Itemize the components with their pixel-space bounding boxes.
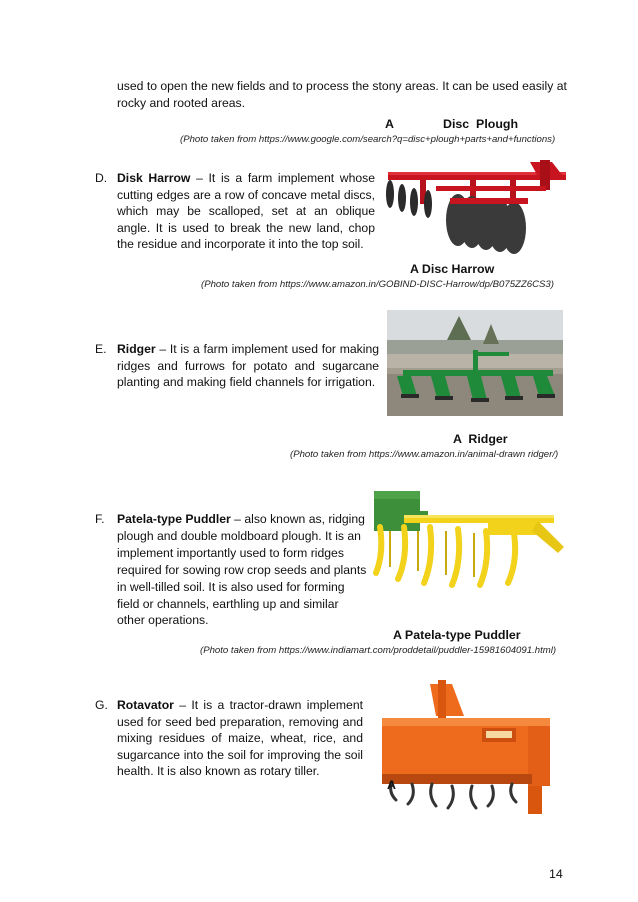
disk-harrow-text: – It is a farm implement whose cutting edges are a row of concave metal discs, which may be scalloped, set at an oblique angle. It is used to break the new land, chop the residue and incorporate it into the top soil. (117, 171, 376, 252)
puddler-source: (Photo taken from https://www.indiamart.com/proddetail/puddler-15981604091.html) (200, 645, 557, 656)
ridger-letter: E. (95, 342, 107, 356)
rotavator-photo (378, 678, 554, 826)
disk-harrow-paragraph (117, 170, 375, 253)
disc-harrow-source: (Photo taken from https://www.amazon.in/GOBIND-DISC-Harrow/dp/B075ZZ6CS3) (201, 279, 554, 290)
rotavator-letter: G. (95, 698, 108, 712)
disc-plough-caption-prefix: A (385, 117, 394, 131)
ridger-text: – It is a farm implement used for making ridges and furrows for potato and sugarcane planting and making field channels for irrigation. (117, 342, 379, 390)
rotavator-paragraph (117, 697, 363, 780)
ridger-source: (Photo taken from https://www.amazon.in/animal-drawn ridger/) (290, 449, 559, 460)
ridger-photo (387, 310, 563, 416)
puddler-letter: F. (95, 512, 105, 526)
disc-plough-source: (Photo taken from https://www.google.com/search?q=disc+plough+parts+and+functions) (180, 134, 556, 145)
disc-plough-caption: Disc Plough (443, 117, 519, 131)
disc-harrow-caption: A Disc Harrow (410, 262, 495, 276)
rotavator-caption: A (387, 778, 396, 792)
puddler-text: – also known as, ridging plough and double moldboard plough. It is an implement importantly used to form ridges required for sowing row crop seeds and plants in well-tilled soil. It is also used for forming field or channels, earthling up and similar other operations. (117, 512, 367, 628)
page-number: 14 (549, 867, 563, 881)
ridger-caption: A Ridger (453, 432, 508, 446)
puddler-caption: A Patela-type Puddler (393, 628, 521, 642)
disk-harrow-letter: D. (95, 171, 108, 185)
disc-harrow-photo (380, 158, 572, 256)
rotavator-text: – It is a tractor-drawn implement used for seed bed preparation, removing and mixing residues of maize, wheat, rice, and sugarcance into the soil for improving the soil health. It is also known as rotary tiller. (117, 698, 363, 779)
intro-line-2: rocky and rooted areas. (117, 95, 246, 110)
puddler-photo (368, 487, 566, 595)
rotavator-term: Rotavator (117, 698, 174, 712)
ridger-term: Ridger (117, 342, 156, 356)
puddler-term: Patela-type Puddler (117, 512, 231, 526)
disk-harrow-term: Disk Harrow (117, 171, 191, 185)
intro-text (117, 78, 567, 111)
puddler-paragraph (117, 511, 369, 629)
ridger-paragraph (117, 341, 379, 391)
intro-line-1: used to open the new fields and to process the stony areas. It can be used easily at (117, 79, 567, 93)
